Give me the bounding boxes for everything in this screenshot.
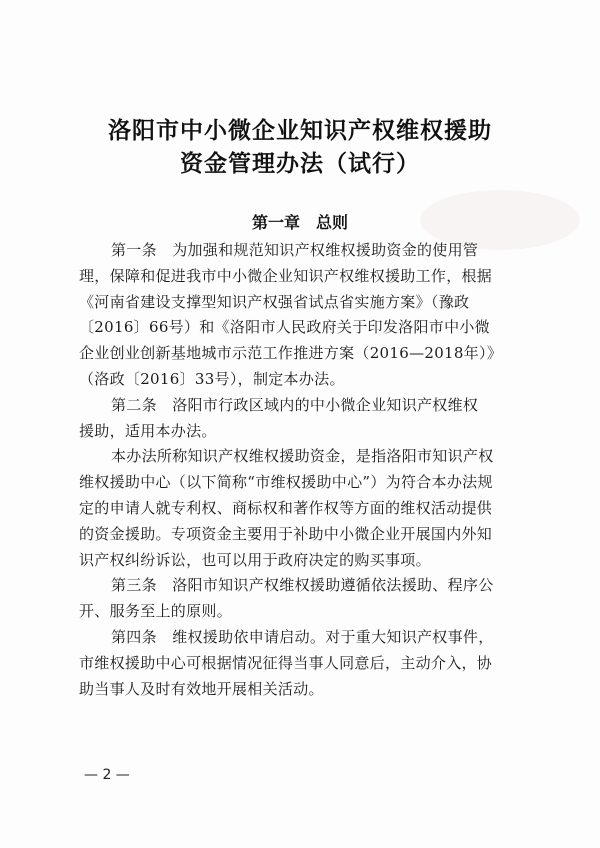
paragraph-line: 定的申请人就专利权、商标权和著作权等方面的维权活动提供 bbox=[79, 498, 493, 517]
article-1-line: 〔2016〕66号）和《洛阳市人民政府关于印发洛阳市中小微 bbox=[79, 318, 490, 337]
article-1-line: 《河南省建设支撑型知识产权强省试点省实施方案》（豫政 bbox=[79, 292, 470, 311]
article-4-line: 第四条 维权援助依申请启动。对于重大知识产权事件， bbox=[111, 627, 494, 646]
article-1-line: 理，保障和促进我市中小微企业知识产权维权援助工作，根据 bbox=[79, 266, 493, 285]
article-3-line: 开、服务至上的原则。 bbox=[79, 602, 233, 621]
article-1-line: （洛政〔2016〕33号），制定本办法。 bbox=[79, 369, 345, 388]
paragraph-line: 的资金援助。专项资金主要用于补助中小微企业开展国内外知 bbox=[79, 524, 493, 543]
article-3-line: 第三条 洛阳市知识产权维权援助遵循依法援助、程序公 bbox=[111, 576, 494, 595]
document-body bbox=[79, 238, 529, 702]
chapter-heading: 第一章 总则 bbox=[251, 213, 348, 232]
article-2-line: 援助，适用本办法。 bbox=[79, 421, 217, 440]
article-2-line: 第二条 洛阳市行政区域内的中小微企业知识产权维权 bbox=[111, 395, 479, 414]
article-1-line: 第一条 为加强和规范知识产权维权援助资金的使用管 bbox=[111, 241, 479, 259]
article-4-line: 市维权援助中心可根据情况征得当事人同意后，主动介入，协 bbox=[79, 653, 493, 672]
paragraph-line: 本办法所称知识产权维权援助资金，是指洛阳市知识产权 bbox=[111, 447, 494, 466]
paragraph-line: 识产权纠纷诉讼，也可以用于政府决定的购买事项。 bbox=[79, 550, 431, 569]
document-title-line-1: 洛阳市中小微企业知识产权维权援助 bbox=[108, 117, 492, 144]
page-number: — 2 — bbox=[84, 767, 130, 783]
article-4-line: 助当事人及时有效地开展相关活动。 bbox=[79, 679, 324, 698]
paragraph-line: 维权援助中心（以下简称“市维权援助中心”）为符合本办法规 bbox=[79, 473, 493, 492]
document-title-line-2: 资金管理办法（试行） bbox=[180, 150, 420, 177]
article-1-line: 企业创业创新基地城市示范工作推进方案（2016—2018年）》 bbox=[79, 344, 503, 363]
